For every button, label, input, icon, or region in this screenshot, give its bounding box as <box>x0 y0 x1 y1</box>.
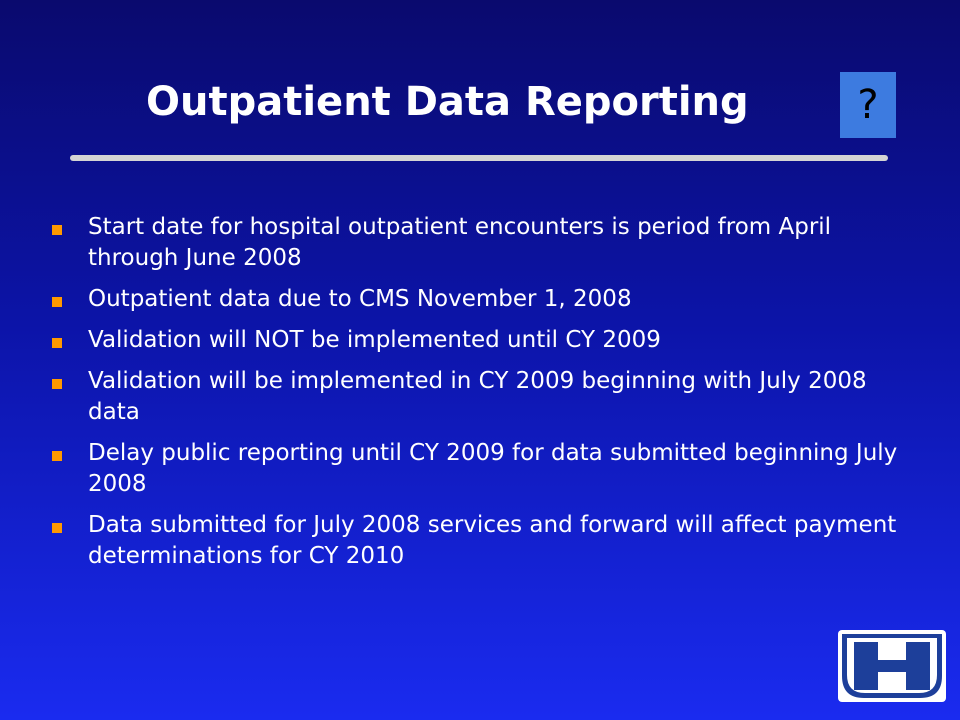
square-bullet-icon <box>52 225 62 235</box>
help-button[interactable]: ? <box>840 72 896 138</box>
bullet-item <box>52 325 912 356</box>
bullet-item <box>52 284 912 315</box>
square-bullet-icon <box>52 297 62 307</box>
hospital-h-logo-icon <box>838 630 946 702</box>
title-divider <box>70 155 888 161</box>
bullet-text: Data submitted for July 2008 services and forward will affect payment determinations for CY 2010 <box>88 512 897 569</box>
bullet-item <box>52 212 912 274</box>
bullet-text: Validation will be implemented in CY 2009 beginning with July 2008 data <box>88 368 867 425</box>
bullet-list <box>52 212 912 582</box>
square-bullet-icon <box>52 379 62 389</box>
slide-title: Outpatient Data Reporting <box>146 79 749 125</box>
bullet-text: Delay public reporting until CY 2009 for data submitted beginning July 2008 <box>88 440 898 497</box>
bullet-text: Start date for hospital outpatient encounters is period from April through June 2008 <box>88 214 832 271</box>
square-bullet-icon <box>52 338 62 348</box>
square-bullet-icon <box>52 523 62 533</box>
square-bullet-icon <box>52 451 62 461</box>
bullet-item <box>52 366 912 428</box>
bullet-text: Validation will NOT be implemented until CY 2009 <box>88 327 661 353</box>
bullet-item <box>52 438 912 500</box>
bullet-item <box>52 510 912 572</box>
bullet-text: Outpatient data due to CMS November 1, 2008 <box>88 286 632 312</box>
